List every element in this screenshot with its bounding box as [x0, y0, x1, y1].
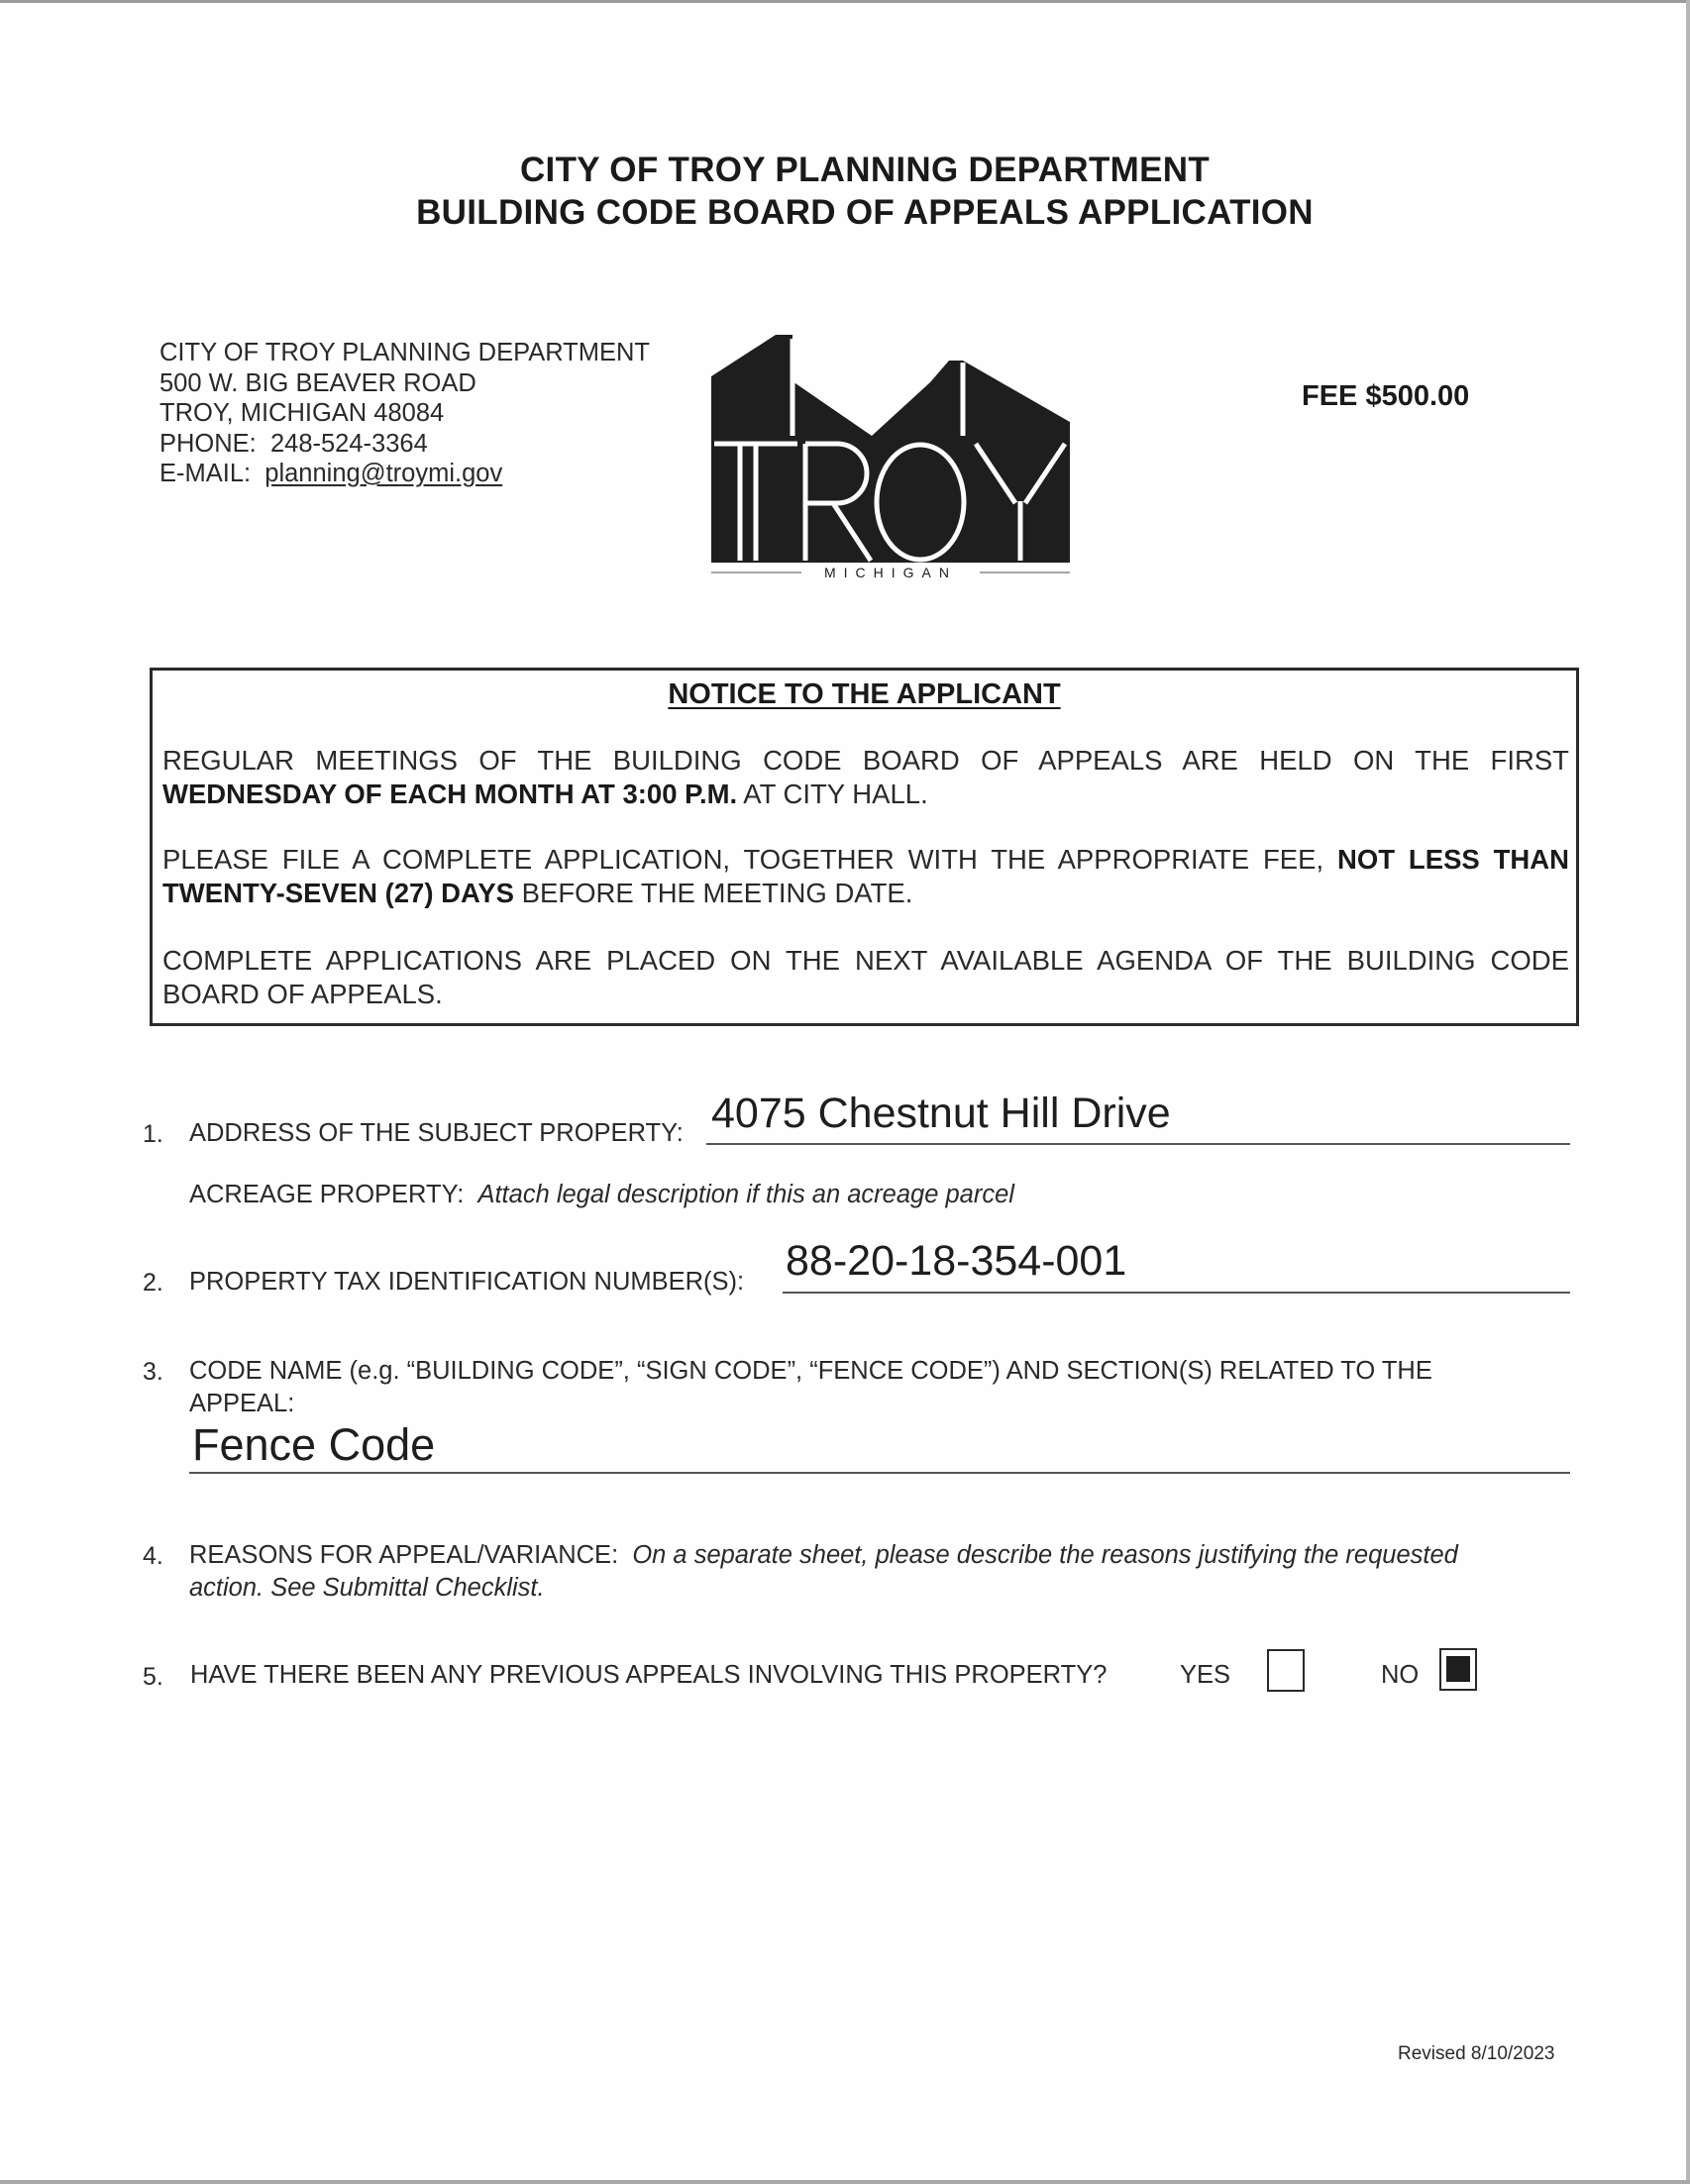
page-title-line1: CITY OF TROY PLANNING DEPARTMENT: [519, 151, 1210, 189]
item-4-number: 4.: [143, 1542, 163, 1570]
street-address: 500 W. BIG BEAVER ROAD: [159, 368, 476, 397]
email-line: [159, 459, 650, 489]
item-3-number: 3.: [143, 1358, 163, 1386]
department-name: CITY OF TROY PLANNING DEPARTMENT: [159, 339, 650, 366]
property-address-underline: [706, 1143, 1570, 1145]
yes-label: YES: [1180, 1661, 1231, 1689]
revision-date: Revised 8/10/2023: [1398, 2043, 1555, 2064]
item-1-label: ADDRESS OF THE SUBJECT PROPERTY:: [189, 1119, 684, 1147]
code-name-field[interactable]: Fence Code: [192, 1419, 436, 1470]
item-1-number: 1.: [143, 1120, 163, 1148]
item-3-label-line2: APPEAL:: [189, 1390, 295, 1417]
item-5-number: 5.: [143, 1663, 163, 1691]
scan-edge-top: [0, 0, 1690, 3]
phone-number: 248-524-3364: [269, 429, 428, 458]
tax-id-field[interactable]: 88-20-18-354-001: [786, 1237, 1127, 1285]
city-state-zip: TROY, MICHIGAN 48084: [159, 399, 445, 427]
no-label: NO: [1381, 1661, 1420, 1689]
no-checkmark: [1446, 1656, 1470, 1682]
scan-edge-bottom: [0, 2180, 1690, 2184]
no-checkbox[interactable]: [1439, 1648, 1477, 1691]
notice-paragraph-meetings: REGULAR MEETINGS OF THE BUILDING CODE BOARD OF APPEALS ARE HELD ON THE FIRST WEDNESDAY OF EACH MONTH AT 3:00 P.M. AT CITY HALL.: [162, 745, 1569, 809]
logo-wordmark: TROY: [710, 333, 713, 334]
phone-label: PHONE:: [159, 429, 257, 458]
logo-subtitle: MICHIGAN: [824, 565, 957, 580]
scan-edge-right: [1686, 0, 1690, 2184]
item-4-label-line1: REASONS FOR APPEAL/VARIANCE: On a separate sheet, please describe the reasons justifying the requested: [189, 1541, 1458, 1569]
item-5-label: HAVE THERE BEEN ANY PREVIOUS APPEALS INVOLVING THIS PROPERTY?: [190, 1661, 1108, 1689]
property-address-field[interactable]: 4075 Chestnut Hill Drive: [711, 1090, 1171, 1137]
item-2-label: PROPERTY TAX IDENTIFICATION NUMBER(S):: [189, 1268, 745, 1296]
code-name-underline: [189, 1472, 1570, 1474]
application-fee: FEE $500.00: [1302, 380, 1470, 412]
email-link[interactable]: planning@troymi.gov: [264, 460, 503, 487]
notice-title: NOTICE TO THE APPLICANT: [668, 678, 1061, 710]
item-2-number: 2.: [143, 1269, 163, 1297]
email-label: E-MAIL:: [159, 460, 252, 487]
troy-logo: [710, 333, 1070, 580]
item-3-label-line1: CODE NAME (e.g. “BUILDING CODE”, “SIGN CODE”, “FENCE CODE”) AND SECTION(S) RELATED TO THE: [189, 1357, 1432, 1385]
tax-id-underline: [783, 1292, 1570, 1294]
phone-line: [159, 429, 650, 460]
item-4-label-line2: action. See Submittal Checklist.: [189, 1574, 545, 1602]
yes-checkbox[interactable]: [1267, 1649, 1305, 1692]
acreage-property-row: ACREAGE PROPERTY: Attach legal description if this an acreage parcel: [189, 1181, 1014, 1208]
page-title-line2: BUILDING CODE BOARD OF APPEALS APPLICATION: [416, 193, 1314, 232]
notice-paragraph-agenda: COMPLETE APPLICATIONS ARE PLACED ON THE NEXT AVAILABLE AGENDA OF THE BUILDING CODE BOARD OF APPEALS.: [162, 945, 1569, 1009]
notice-box: [150, 668, 1579, 1026]
contact-block: [159, 338, 650, 489]
notice-paragraph-filing: PLEASE FILE A COMPLETE APPLICATION, TOGETHER WITH THE APPROPRIATE FEE, NOT LESS THAN TWENTY-SEVEN (27) DAYS BEFORE THE MEETING DATE.: [162, 844, 1570, 908]
